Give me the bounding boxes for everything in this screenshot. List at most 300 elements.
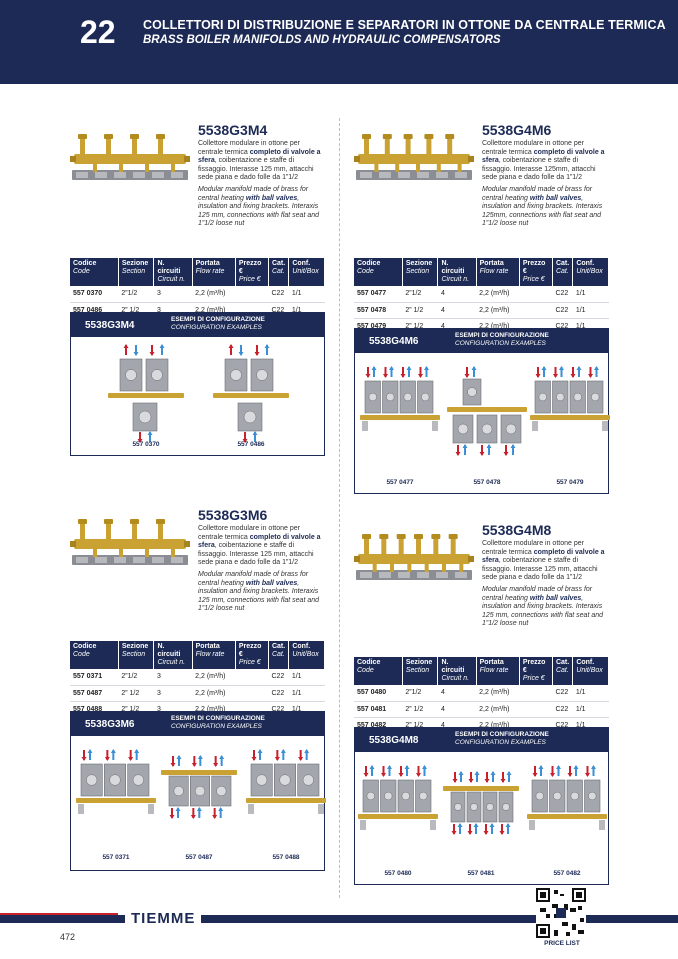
description-it xyxy=(482,540,607,583)
ball-valve xyxy=(78,519,87,524)
arrow-head xyxy=(218,807,223,811)
header-it: Portata xyxy=(479,260,504,267)
return-pipe xyxy=(145,549,149,557)
cell-cat: C22 xyxy=(268,302,288,318)
ball-valve xyxy=(383,134,392,139)
header-en: Price € xyxy=(238,659,261,666)
return-pipe xyxy=(145,164,149,172)
table-row[interactable] xyxy=(354,302,609,318)
arrow-head xyxy=(480,452,485,456)
manifold-product-image xyxy=(70,126,190,196)
insulation-bracket xyxy=(72,170,188,180)
support-foot xyxy=(529,820,535,830)
outlet-pipe xyxy=(426,138,431,154)
arrow-head xyxy=(370,765,375,769)
column-header-code xyxy=(354,657,402,685)
arrow-head xyxy=(485,779,490,783)
description-it xyxy=(482,140,607,183)
cell-flow: 2,2 (m³/h) xyxy=(192,302,235,318)
header-it: Codice xyxy=(357,659,381,666)
cell-flow: 2,2 (m³/h) xyxy=(192,701,235,717)
pump-dial xyxy=(571,792,579,800)
diagram-1 xyxy=(360,359,440,464)
arrow-head xyxy=(588,374,593,378)
cell-box: 1/1 xyxy=(573,302,609,318)
outlet-pipe xyxy=(385,138,390,154)
desc-it-text: Collettore modulare in ottone per centrale termica xyxy=(198,140,300,156)
arrow-head xyxy=(265,344,270,348)
pump-dial xyxy=(421,393,429,401)
outlet-pipe xyxy=(451,538,456,554)
header-en: Unit/Box xyxy=(576,667,603,674)
cell-section: 2” 1/2 xyxy=(118,302,154,318)
configuration-body xyxy=(355,353,608,493)
header-en: Section xyxy=(405,268,430,275)
arrow-head xyxy=(383,374,388,378)
pump-dial xyxy=(556,393,564,401)
outlet-pipe xyxy=(447,138,452,154)
cell-code: 557 0481 xyxy=(354,701,402,717)
end-cap xyxy=(468,556,474,562)
outlet-pipe xyxy=(106,523,111,539)
cell-cat: C22 xyxy=(268,669,288,685)
arrow-head xyxy=(366,374,371,378)
desc-en-text: Modular manifold made of brass for central heating xyxy=(198,570,309,587)
column-header-code xyxy=(70,258,118,286)
cell-box: 1/1 xyxy=(573,318,609,334)
header-en: Section xyxy=(121,268,146,275)
example-code-label[interactable]: 557 0479 xyxy=(556,479,584,486)
ball-valve xyxy=(404,134,413,139)
insulation-segment xyxy=(133,557,145,563)
outlet-pipe xyxy=(364,138,369,154)
pump-dial xyxy=(574,393,582,401)
arrow-head xyxy=(504,452,509,456)
description-en xyxy=(198,571,323,614)
cell-price xyxy=(235,669,268,685)
table-row[interactable] xyxy=(354,701,609,717)
cell-circuits: 4 xyxy=(438,717,476,733)
support-foot xyxy=(360,820,366,830)
insulation-segment xyxy=(379,572,391,578)
table-row[interactable] xyxy=(70,286,325,302)
ball-valve xyxy=(104,519,113,524)
outlet-pipe xyxy=(132,523,137,539)
configuration-header xyxy=(355,329,608,353)
pump-dial xyxy=(256,775,267,786)
insulation-segment xyxy=(95,557,107,563)
ball-valve xyxy=(156,519,165,524)
pump-dial xyxy=(110,775,121,786)
header-it: Cat. xyxy=(271,643,286,650)
header-en: Flow rate xyxy=(195,268,225,275)
header-en: Unit/Box xyxy=(292,651,319,658)
header-it: Prezzo € xyxy=(238,643,262,658)
configuration-diagram xyxy=(358,758,438,858)
cell-box: 1/1 xyxy=(289,286,325,302)
example-code-label[interactable]: 557 0371 xyxy=(102,854,130,861)
end-cap xyxy=(184,156,190,162)
header-en: Cat. xyxy=(271,268,285,275)
cell-code: 557 0370 xyxy=(70,286,118,302)
cell-code: 557 0480 xyxy=(354,685,402,701)
arrow-head xyxy=(556,765,561,769)
desc-en-highlight: with ball valves xyxy=(245,579,298,587)
pump-dial xyxy=(280,775,291,786)
configuration-code: 5538G3M6 xyxy=(85,719,135,730)
arrow-head xyxy=(405,765,410,769)
brass-manifold-bar xyxy=(443,786,519,791)
pump-dial xyxy=(553,792,561,800)
price-table xyxy=(70,641,325,718)
arrow-head xyxy=(281,749,286,753)
header-it: N. circuiti xyxy=(441,659,465,674)
arrow-head xyxy=(177,755,182,759)
end-cap xyxy=(70,156,76,162)
return-pipe xyxy=(171,164,175,172)
insulation-segment xyxy=(436,172,448,178)
table-row[interactable] xyxy=(354,286,609,302)
cell-circuits: 4 xyxy=(438,701,476,717)
support-foot xyxy=(78,804,84,814)
price-table xyxy=(354,258,609,335)
end-cap xyxy=(70,541,76,547)
pump-dial xyxy=(231,370,242,381)
configuration-code: 5538G4M6 xyxy=(369,336,419,347)
outlet-pipe xyxy=(433,538,438,554)
arrow-head xyxy=(491,771,496,775)
configuration-title-it: ESEMPI DI CONFIGURAZIONE xyxy=(455,731,549,738)
configuration-title-en: CONFIGURATION EXAMPLES xyxy=(171,723,262,730)
column-header-code xyxy=(70,641,118,669)
cell-section: 2”1/2 xyxy=(402,685,438,701)
configuration-diagram xyxy=(447,359,527,459)
brand-logo: TIEMME xyxy=(125,910,201,928)
arrow-head xyxy=(134,352,139,356)
cell-circuits: 3 xyxy=(154,685,192,701)
ball-valve xyxy=(130,519,139,524)
arrow-head xyxy=(176,807,181,811)
arrow-head xyxy=(372,366,377,370)
column-header-price xyxy=(235,641,268,669)
arrow-head xyxy=(150,352,155,356)
configuration-diagram xyxy=(530,359,610,459)
arrow-head xyxy=(594,366,599,370)
cell-code: 557 0479 xyxy=(354,318,402,334)
arrow-head xyxy=(465,374,470,378)
arrow-head xyxy=(275,757,280,761)
price-table xyxy=(70,258,325,319)
desc-en-text: Modular manifold made of brass for central heating xyxy=(482,185,593,202)
insulation-segment xyxy=(114,172,126,178)
cell-cat: C22 xyxy=(552,286,572,302)
configuration-diagram xyxy=(246,742,326,842)
page-number: 472 xyxy=(60,932,76,942)
desc-it-highlight: completo di valvole a sfera xyxy=(482,548,605,565)
product-title: 5538G4M8 xyxy=(482,522,552,538)
arrow-head xyxy=(364,773,369,777)
pump-dial xyxy=(591,393,599,401)
column-header-cat xyxy=(268,258,288,286)
column-header-box xyxy=(573,657,609,685)
example-code-label[interactable]: 557 0477 xyxy=(386,479,414,486)
header-en: Price € xyxy=(522,276,545,283)
header-en: Cat. xyxy=(555,667,569,674)
arrow-head xyxy=(219,755,224,759)
pump-dial xyxy=(458,424,468,434)
cell-cat: C22 xyxy=(268,685,288,701)
arrow-head xyxy=(198,755,203,759)
arrow-head xyxy=(381,773,386,777)
desc-it-text: Collettore modulare in ottone per centrale termica xyxy=(198,525,300,541)
example-code-label[interactable]: 557 0478 xyxy=(473,479,501,486)
pump-dial xyxy=(503,804,510,811)
arrow-head xyxy=(472,366,477,370)
example-code-label[interactable]: 557 0487 xyxy=(185,854,213,861)
table-row[interactable] xyxy=(70,685,325,701)
cell-code: 557 0371 xyxy=(70,669,118,685)
insulation-segment xyxy=(417,572,429,578)
return-pipe xyxy=(93,549,97,557)
insulation-segment xyxy=(171,557,183,563)
cell-circuits: 3 xyxy=(154,669,192,685)
configuration-diagram xyxy=(360,359,440,459)
header-it: Conf. xyxy=(576,659,595,666)
header-en: Flow rate xyxy=(479,667,509,674)
end-cap xyxy=(354,556,360,562)
ball-valve xyxy=(414,534,423,539)
arrow-head xyxy=(553,374,558,378)
configuration-title-en: CONFIGURATION EXAMPLES xyxy=(171,324,262,331)
configuration-diagram xyxy=(159,742,239,842)
arrow-head xyxy=(399,773,404,777)
pump-dial xyxy=(402,792,410,800)
pump-dial xyxy=(539,393,547,401)
header-title-en: BRASS BOILER MANIFOLDS AND HYDRAULIC COMPENSATORS xyxy=(143,34,501,46)
ball-valve xyxy=(362,134,371,139)
cell-price xyxy=(235,286,268,302)
brass-body xyxy=(358,554,470,564)
configuration-title-it: ESEMPI DI CONFIGURAZIONE xyxy=(455,332,549,339)
example-code-label[interactable]: 557 0488 xyxy=(272,854,300,861)
cell-price xyxy=(519,302,552,318)
pump-dial xyxy=(588,792,596,800)
cell-cat: C22 xyxy=(268,286,288,302)
brass-manifold-bar xyxy=(246,798,326,803)
cell-circuits: 4 xyxy=(438,286,476,302)
support-foot xyxy=(148,804,154,814)
arrow-head xyxy=(418,374,423,378)
pump-dial xyxy=(487,804,494,811)
arrow-head xyxy=(533,773,538,777)
arrow-head xyxy=(213,763,218,767)
ball-valve xyxy=(130,134,139,139)
header-en: Circuit n. xyxy=(157,276,186,283)
arrow-head xyxy=(105,757,110,761)
cell-circuits: 3 xyxy=(154,286,192,302)
pump-dial xyxy=(139,411,151,423)
arrow-head xyxy=(501,779,506,783)
qr-code-icon[interactable] xyxy=(536,888,586,938)
diagram-2 xyxy=(447,359,527,464)
desc-it-highlight: completo di valvole a sfera xyxy=(198,148,321,165)
desc-en-text: , insulation and fixing brackets. Interaxis 125 mm, connections with flat seat and 1”1/2 loose nut xyxy=(198,579,320,613)
cell-section: 2”1/2 xyxy=(402,286,438,302)
outlet-pipe xyxy=(416,538,421,554)
desc-en-text: , insulation and fixing brackets. Interaxis 125 mm, connections with flat seat and 1”1/2 loose nut xyxy=(482,594,604,628)
cell-cat: C22 xyxy=(268,701,288,717)
arrow-head xyxy=(160,344,165,348)
arrow-head xyxy=(474,823,479,827)
table-row[interactable] xyxy=(70,669,325,685)
pump-dial xyxy=(367,792,375,800)
configuration-body xyxy=(355,752,608,884)
cell-code: 557 0486 xyxy=(70,302,118,318)
configuration-diagram xyxy=(441,758,521,858)
arrow-head xyxy=(304,749,309,753)
table-row[interactable] xyxy=(354,685,609,701)
example-code-label[interactable]: 557 0482 xyxy=(553,870,581,877)
column-header-flow xyxy=(192,258,235,286)
manifold-product-image xyxy=(354,526,474,596)
return-pipe xyxy=(119,164,123,172)
configuration-body xyxy=(71,337,324,455)
example-code-label[interactable]: 557 0480 xyxy=(384,870,412,877)
column-header-box xyxy=(289,258,325,286)
brass-manifold-bar xyxy=(530,415,610,420)
product-description xyxy=(198,525,323,614)
header-it: Conf. xyxy=(576,260,595,267)
arrow-head xyxy=(487,444,492,448)
header-en: Flow rate xyxy=(479,268,509,275)
outlet-pipe xyxy=(106,138,111,154)
header-it: Portata xyxy=(195,260,220,267)
header-it: Cat. xyxy=(555,659,570,666)
header-it: Conf. xyxy=(292,260,311,267)
brass-body xyxy=(74,539,186,549)
configuration-title-en: CONFIGURATION EXAMPLES xyxy=(455,739,546,746)
cell-circuits: 4 xyxy=(438,302,476,318)
header-it: Cat. xyxy=(555,260,570,267)
arrow-head xyxy=(500,831,505,835)
insulation-segment xyxy=(455,572,467,578)
description-it xyxy=(198,525,323,568)
ball-valve xyxy=(445,134,454,139)
arrow-head xyxy=(253,431,258,435)
example-code-label[interactable]: 557 0370 xyxy=(132,441,160,448)
column-header-section xyxy=(402,657,438,685)
arrow-head xyxy=(536,374,541,378)
cell-box: 1/1 xyxy=(573,286,609,302)
arrow-head xyxy=(389,366,394,370)
configuration-title-it: ESEMPI DI CONFIGURAZIONE xyxy=(171,715,265,722)
arrow-head xyxy=(387,765,392,769)
cell-code: 557 0477 xyxy=(354,286,402,302)
configuration-diagram xyxy=(106,343,186,443)
column-header-flow xyxy=(476,657,519,685)
insulation-segment xyxy=(133,172,145,178)
desc-en-text: Modular manifold made of brass for central heating xyxy=(482,585,593,602)
cell-section: 2” 1/2 xyxy=(402,318,438,334)
ball-valve xyxy=(104,134,113,139)
desc-it-text: Collettore modulare in ottone per centrale termica xyxy=(482,140,584,156)
column-header-flow xyxy=(192,641,235,669)
column-header-box xyxy=(289,641,325,669)
cell-circuits: 4 xyxy=(438,318,476,334)
column-header-section xyxy=(402,258,438,286)
header-en: Circuit n. xyxy=(441,675,470,682)
arrow-head xyxy=(574,765,579,769)
return-pipe xyxy=(458,164,462,172)
brass-manifold-bar xyxy=(447,407,527,412)
arrow-head xyxy=(459,771,464,775)
column-header-price xyxy=(235,258,268,286)
arrow-head xyxy=(453,779,458,783)
cell-flow: 2,2 (m³/h) xyxy=(476,302,519,318)
pump-dial xyxy=(369,393,377,401)
cell-box: 1/1 xyxy=(289,701,325,717)
header-en: Circuit n. xyxy=(157,659,186,666)
configuration-title-it: ESEMPI DI CONFIGURAZIONE xyxy=(171,316,265,323)
column-header-circuits xyxy=(154,641,192,669)
insulation-segment xyxy=(152,557,164,563)
diagram-3 xyxy=(530,359,610,464)
configuration-code: 5538G3M4 xyxy=(85,320,135,331)
chapter-number: 22 xyxy=(80,14,116,50)
column-header-cat xyxy=(552,258,572,286)
arrow-head xyxy=(591,765,596,769)
arrow-head xyxy=(463,444,468,448)
support-foot xyxy=(430,820,436,830)
description-en xyxy=(482,186,607,229)
diagram-2 xyxy=(159,742,239,847)
desc-it-text: , coibentazione e staffe di fissaggio. Interasse 125 mm, attacchi sede piana e dado folle da 1”1/2 xyxy=(198,157,314,182)
pump-dial xyxy=(419,792,427,800)
arrow-head xyxy=(568,773,573,777)
configuration-header xyxy=(355,728,608,752)
pump-dial xyxy=(482,424,492,434)
example-code-label[interactable]: 557 0481 xyxy=(467,870,495,877)
example-code-label[interactable]: 557 0486 xyxy=(237,441,265,448)
arrow-head xyxy=(539,765,544,769)
pump-dial xyxy=(506,424,516,434)
pump-dial xyxy=(133,775,144,786)
desc-en-highlight: with ball valves xyxy=(245,194,298,202)
configuration-code: 5538G4M8 xyxy=(369,735,419,746)
insulation-segment xyxy=(171,172,183,178)
pump-dial xyxy=(404,393,412,401)
pump-dial xyxy=(174,786,184,796)
cell-section: 2” 1/2 xyxy=(402,717,438,733)
cell-cat: C22 xyxy=(552,685,572,701)
arrow-head xyxy=(258,749,263,753)
arrow-head xyxy=(134,749,139,753)
ball-valve xyxy=(431,534,440,539)
brass-body xyxy=(358,154,470,164)
header-en: Section xyxy=(121,651,146,658)
arrow-head xyxy=(111,749,116,753)
arrow-head xyxy=(124,344,129,348)
diagram-1 xyxy=(76,742,156,847)
configuration-header xyxy=(71,712,324,736)
diagram-3 xyxy=(527,758,607,863)
arrow-head xyxy=(82,757,87,761)
product-description xyxy=(482,140,607,229)
header-en: Code xyxy=(357,268,374,275)
configuration-panel xyxy=(354,727,609,885)
pump-dial xyxy=(455,804,462,811)
arrow-head xyxy=(577,366,582,370)
